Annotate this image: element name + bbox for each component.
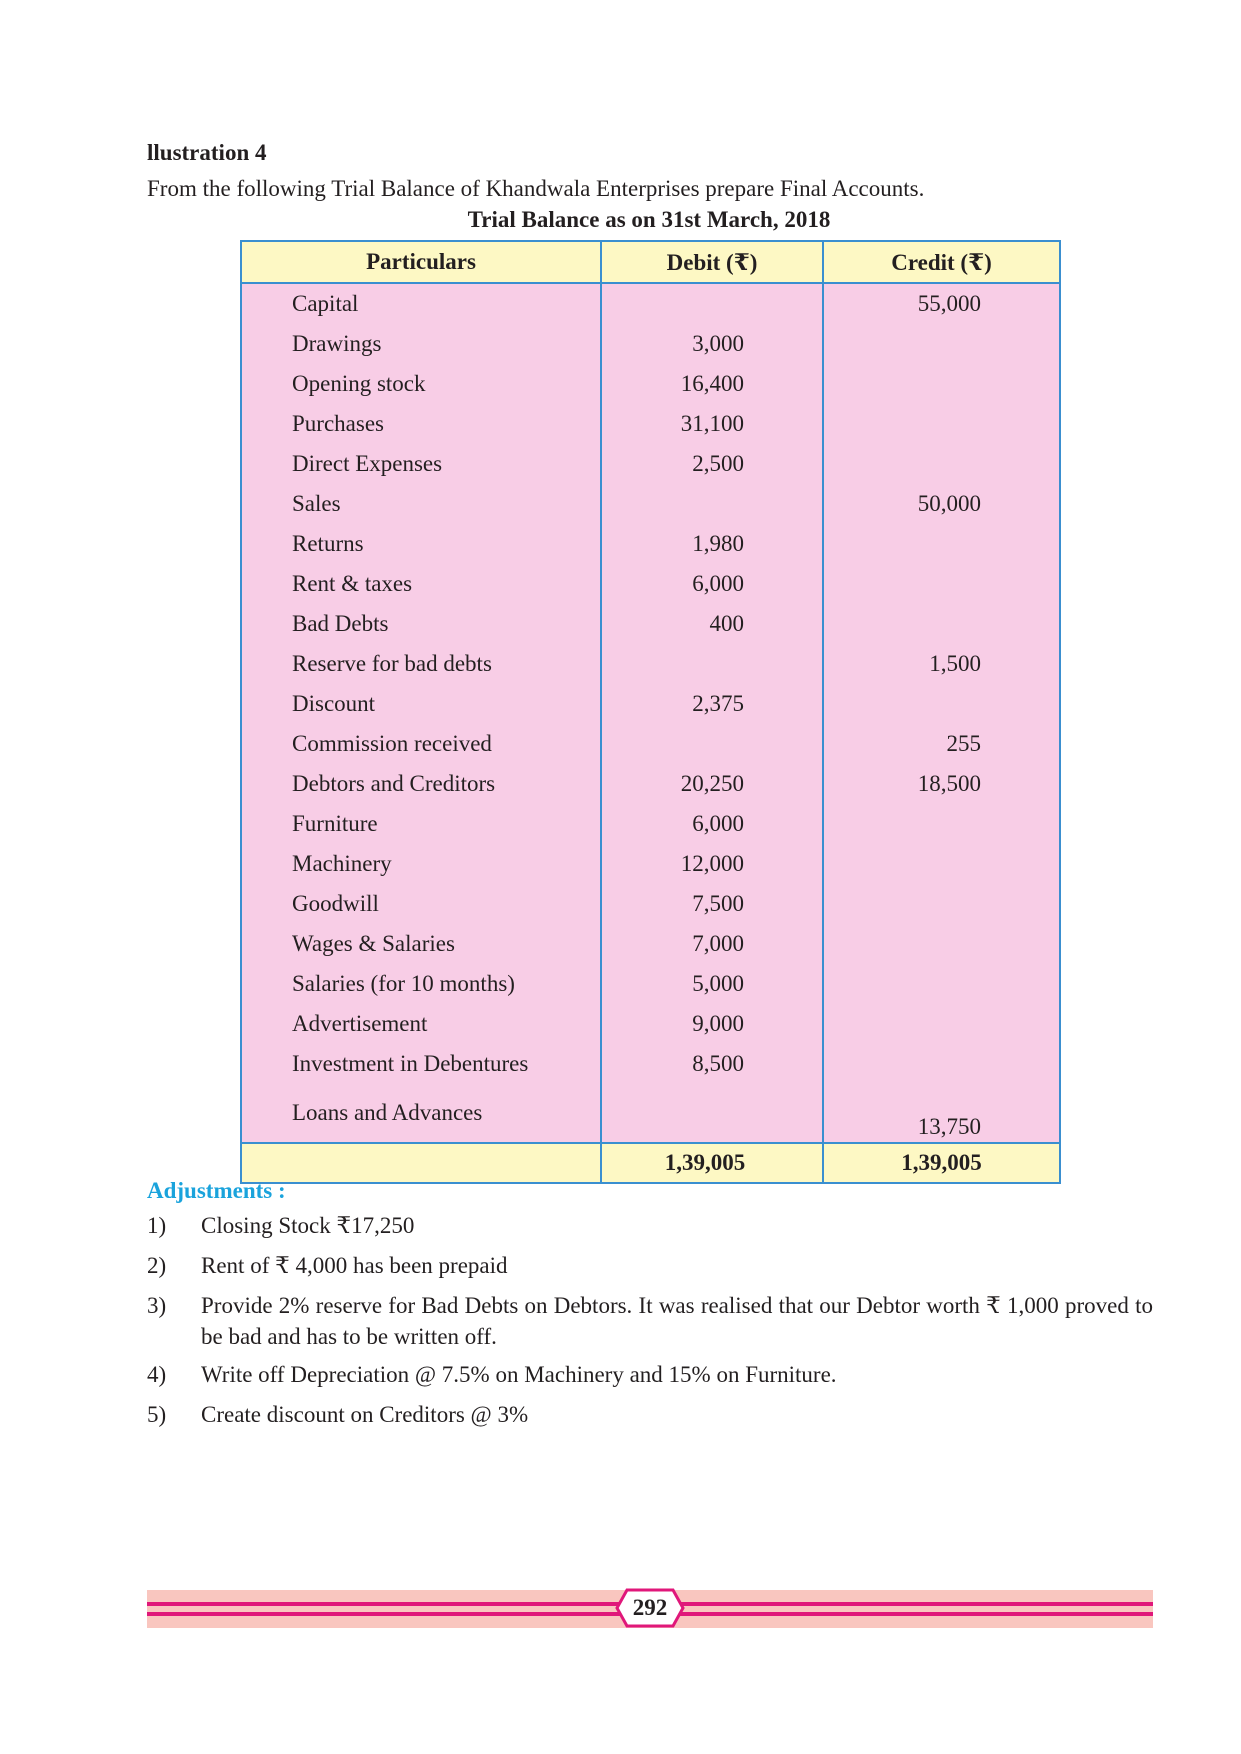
particulars-cell: Loans and Advances bbox=[241, 1084, 601, 1143]
credit-cell bbox=[823, 884, 1060, 924]
total-credit-cell: 1,39,005 bbox=[823, 1143, 1060, 1183]
particulars-cell: Sales bbox=[241, 484, 601, 524]
table-row bbox=[241, 364, 1060, 404]
particulars-cell: Discount bbox=[241, 684, 601, 724]
table-row bbox=[241, 844, 1060, 884]
debit-cell: 6,000 bbox=[601, 804, 823, 844]
credit-cell: 255 bbox=[823, 724, 1060, 764]
particulars-cell: Goodwill bbox=[241, 884, 601, 924]
total-debit-cell: 1,39,005 bbox=[601, 1143, 823, 1183]
particulars-cell: Bad Debts bbox=[241, 604, 601, 644]
credit-cell bbox=[823, 684, 1060, 724]
table-row bbox=[241, 484, 1060, 524]
trial-balance-table bbox=[240, 240, 1061, 1184]
debit-cell: 31,100 bbox=[601, 404, 823, 444]
column-header-credit: Credit (₹) bbox=[823, 241, 1060, 283]
table-row bbox=[241, 884, 1060, 924]
credit-cell: 13,750 bbox=[823, 1084, 1060, 1143]
page-number: 292 bbox=[632, 1595, 668, 1620]
particulars-cell: Drawings bbox=[241, 324, 601, 364]
adjustment-text: Create discount on Creditors @ 3% bbox=[201, 1402, 529, 1427]
table-row bbox=[241, 644, 1060, 684]
credit-cell bbox=[823, 324, 1060, 364]
credit-cell bbox=[823, 604, 1060, 644]
credit-cell bbox=[823, 924, 1060, 964]
particulars-cell: Direct Expenses bbox=[241, 444, 601, 484]
debit-cell: 9,000 bbox=[601, 1004, 823, 1044]
credit-cell: 18,500 bbox=[823, 764, 1060, 804]
credit-cell: 50,000 bbox=[823, 484, 1060, 524]
adjustment-number: 5) bbox=[147, 1402, 167, 1427]
adjustment-number: 1) bbox=[147, 1213, 167, 1238]
table-row bbox=[241, 324, 1060, 364]
table-row bbox=[241, 1084, 1060, 1143]
debit-cell: 20,250 bbox=[601, 764, 823, 804]
credit-cell bbox=[823, 404, 1060, 444]
particulars-cell: Rent & taxes bbox=[241, 564, 601, 604]
debit-cell: 2,375 bbox=[601, 684, 823, 724]
table-row bbox=[241, 764, 1060, 804]
adjustment-text: Provide 2% reserve for Bad Debts on Debtors. It was realised that our Debtor worth ₹ 1,000 proved to be bad and has to be written off. bbox=[201, 1293, 1153, 1349]
credit-cell: 1,500 bbox=[823, 644, 1060, 684]
debit-cell bbox=[601, 1084, 823, 1143]
adjustment-item bbox=[147, 1250, 1153, 1281]
particulars-cell: Purchases bbox=[241, 404, 601, 444]
table-row bbox=[241, 524, 1060, 564]
debit-cell: 7,000 bbox=[601, 924, 823, 964]
adjustment-item bbox=[147, 1290, 1153, 1352]
table-row bbox=[241, 684, 1060, 724]
particulars-cell: Machinery bbox=[241, 844, 601, 884]
adjustment-text: Rent of ₹ 4,000 has been prepaid bbox=[201, 1253, 508, 1278]
particulars-cell: Capital bbox=[241, 283, 601, 324]
particulars-cell: Opening stock bbox=[241, 364, 601, 404]
credit-cell bbox=[823, 964, 1060, 1004]
adjustment-item bbox=[147, 1359, 1153, 1390]
adjustments-list bbox=[147, 1210, 1153, 1439]
debit-cell bbox=[601, 283, 823, 324]
adjustment-item bbox=[147, 1210, 1153, 1241]
table-row bbox=[241, 724, 1060, 764]
table-row bbox=[241, 1004, 1060, 1044]
table-header-row bbox=[241, 241, 1060, 283]
credit-cell bbox=[823, 444, 1060, 484]
adjustment-number: 3) bbox=[147, 1293, 167, 1318]
adjustments-title: Adjustments : bbox=[147, 1178, 286, 1203]
table-row bbox=[241, 444, 1060, 484]
credit-cell bbox=[823, 1044, 1060, 1084]
particulars-cell: Wages & Salaries bbox=[241, 924, 601, 964]
total-row bbox=[241, 1143, 1060, 1183]
debit-cell: 3,000 bbox=[601, 324, 823, 364]
debit-cell bbox=[601, 644, 823, 684]
debit-cell: 5,000 bbox=[601, 964, 823, 1004]
particulars-cell: Commission received bbox=[241, 724, 601, 764]
table-row bbox=[241, 1044, 1060, 1084]
table-row bbox=[241, 804, 1060, 844]
table-row bbox=[241, 404, 1060, 444]
debit-cell: 6,000 bbox=[601, 564, 823, 604]
debit-cell: 2,500 bbox=[601, 444, 823, 484]
adjustment-number: 2) bbox=[147, 1253, 167, 1278]
adjustment-text: Closing Stock ₹17,250 bbox=[201, 1213, 415, 1238]
debit-cell bbox=[601, 484, 823, 524]
total-particulars-cell bbox=[241, 1143, 601, 1183]
table-row bbox=[241, 964, 1060, 1004]
credit-cell bbox=[823, 524, 1060, 564]
credit-cell bbox=[823, 844, 1060, 884]
adjustment-item bbox=[147, 1399, 1153, 1430]
debit-cell: 400 bbox=[601, 604, 823, 644]
particulars-cell: Advertisement bbox=[241, 1004, 601, 1044]
table-row bbox=[241, 924, 1060, 964]
credit-cell bbox=[823, 364, 1060, 404]
debit-cell: 1,980 bbox=[601, 524, 823, 564]
illustration-heading: llustration 4 bbox=[147, 140, 267, 165]
trial-balance-title: Trial Balance as on 31st March, 2018 bbox=[467, 207, 831, 232]
column-header-debit: Debit (₹) bbox=[601, 241, 823, 283]
table-row bbox=[241, 564, 1060, 604]
credit-cell bbox=[823, 564, 1060, 604]
intro-text: From the following Trial Balance of Khandwala Enterprises prepare Final Accounts. bbox=[147, 176, 925, 201]
adjustment-text: Write off Depreciation @ 7.5% on Machinery and 15% on Furniture. bbox=[201, 1362, 837, 1387]
credit-cell bbox=[823, 1004, 1060, 1044]
debit-cell: 8,500 bbox=[601, 1044, 823, 1084]
table-row bbox=[241, 604, 1060, 644]
particulars-cell: Salaries (for 10 months) bbox=[241, 964, 601, 1004]
page-footer bbox=[147, 1590, 1153, 1628]
column-header-particulars: Particulars bbox=[241, 241, 601, 283]
particulars-cell: Reserve for bad debts bbox=[241, 644, 601, 684]
debit-cell bbox=[601, 724, 823, 764]
adjustment-number: 4) bbox=[147, 1362, 167, 1387]
debit-cell: 12,000 bbox=[601, 844, 823, 884]
debit-cell: 7,500 bbox=[601, 884, 823, 924]
particulars-cell: Debtors and Creditors bbox=[241, 764, 601, 804]
credit-cell: 55,000 bbox=[823, 283, 1060, 324]
debit-cell: 16,400 bbox=[601, 364, 823, 404]
particulars-cell: Investment in Debentures bbox=[241, 1044, 601, 1084]
particulars-cell: Returns bbox=[241, 524, 601, 564]
table-row bbox=[241, 283, 1060, 324]
credit-cell bbox=[823, 804, 1060, 844]
particulars-cell: Furniture bbox=[241, 804, 601, 844]
